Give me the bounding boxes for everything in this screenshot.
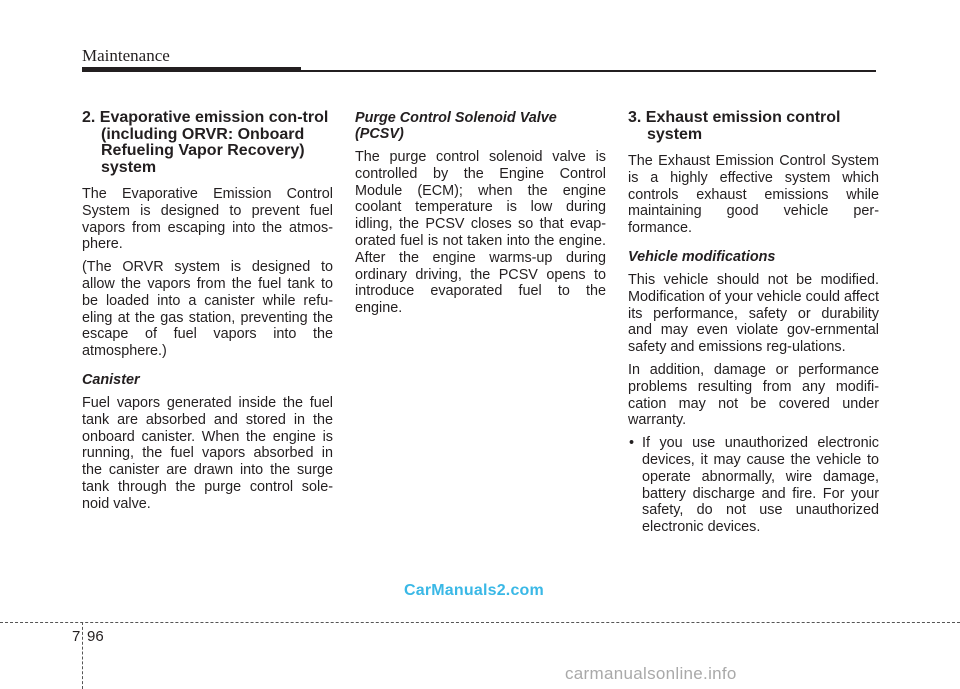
- column-middle: [355, 110, 606, 323]
- paragraph: The Evaporative Emission Control System is designed to prevent fuel vapors from escaping into the atmos-phere.: [82, 186, 333, 253]
- footer-site-watermark[interactable]: carmanualsonline.info: [565, 664, 737, 683]
- paragraph: The purge control solenoid valve is controlled by the Engine Control Module (ECM); when the engine coolant temperature is low during idling, the PCSV closes so that evap-orated fuel is not taken into the engine. After the engine warms-up during ordinary driving, the PCSV opens to introduce evaporated fuel to the engine.: [355, 149, 606, 317]
- footer-vertical-divider: [82, 622, 83, 689]
- list-item: [628, 435, 879, 536]
- paragraph: In addition, damage or performance problems resulting from any modifi-cation may not be covered under warranty.: [628, 361, 879, 429]
- section-heading-exhaust: 3. Exhaust emission control system: [628, 109, 841, 143]
- subheading-vehicle-modifications: Vehicle modifications: [628, 248, 776, 265]
- chapter-number: 7: [72, 628, 81, 645]
- subheading-pcsv: Purge Control Solenoid Valve (PCSV): [355, 110, 557, 142]
- section-heading-evaporative: 2. Evaporative emission con-trol (including ORVR: Onboard Refueling Vapor Recovery) system: [82, 109, 329, 176]
- footer-divider: [0, 622, 960, 623]
- header-rule-thick: [82, 67, 301, 72]
- watermark-link[interactable]: CarManuals2.com: [404, 582, 544, 599]
- page-number: 96: [87, 628, 104, 645]
- page-header-title: Maintenance: [82, 46, 170, 65]
- bullet-list: [628, 435, 879, 536]
- paragraph: (The ORVR system is designed to allow the vapors from the fuel tank to be loaded into a canister while refu-eling at the gas station, preventing the escape of fuel vapors into the atmosphere.): [82, 259, 333, 360]
- column-left: [82, 110, 333, 519]
- paragraph: Fuel vapors generated inside the fuel tank are absorbed and stored in the onboard canister. When the engine is running, the fuel vapors absorbed in the canister are drawn into the surge tank through the purge control sole-noid valve.: [82, 394, 333, 512]
- bullet-marker: •: [629, 435, 635, 452]
- paragraph: This vehicle should not be modified. Modification of your vehicle could affect its performance, safety or durability and may even violate gov-ernmental safety and emissions reg-ulations.: [628, 271, 879, 356]
- subheading-canister: Canister: [82, 371, 140, 388]
- list-item-text: If you use unauthorized electronic devices, it may cause the vehicle to operate abnormally, wire damage, battery discharge and fire. For your safety, do not use unauthorized electronic devices.: [642, 435, 879, 536]
- column-right: [628, 110, 879, 536]
- header-rule-thin: [301, 70, 876, 72]
- paragraph: The Exhaust Emission Control System is a highly effective system which controls exhaust emissions while maintaining good vehicle per-formance.: [628, 153, 879, 237]
